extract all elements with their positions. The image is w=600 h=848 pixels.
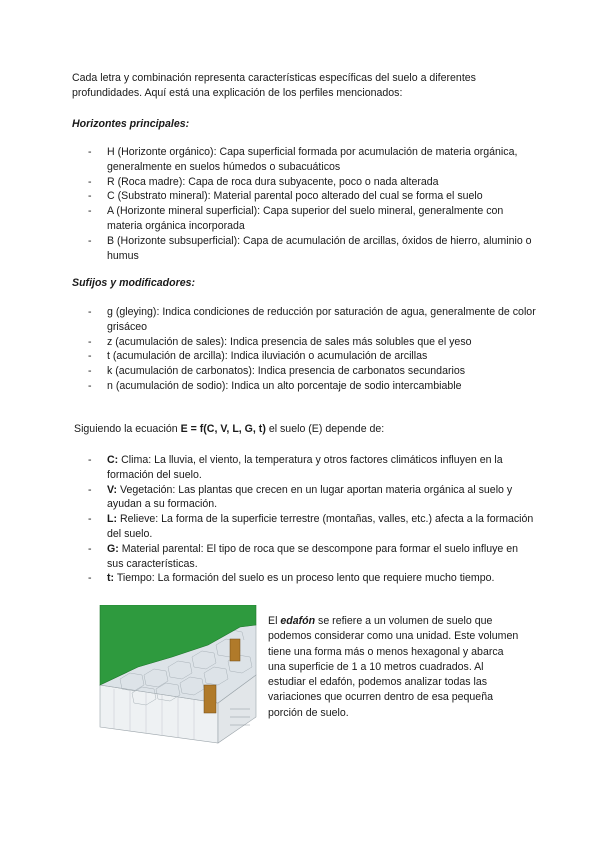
horizons-list (88, 145, 536, 263)
list-item: - G: Material parental: El tipo de roca que se descompone para formar el suelo influye en sus características. (88, 542, 519, 570)
intro-paragraph: Cada letra y combinación representa características específicas del suelo a diferentes profundidades. Aquí está una explicación de los perfiles mencionados: (72, 72, 476, 99)
factors-list (88, 453, 536, 586)
list-item: - g (gleying): Indica condiciones de reducción por saturación de agua, generalmente de color grisáceo (88, 306, 536, 333)
list-item: - B (Horizonte subsuperficial): Capa de acumulación de arcillas, óxidos de hierro, aluminio o humus (88, 234, 532, 262)
pedon-column (230, 639, 240, 661)
list-item: - C: Clima: La lluvia, el viento, la temperatura y otros factores climáticos influyen en la formación del suelo. (88, 454, 503, 481)
edafon-illustration (80, 605, 258, 745)
list-item: - H (Horizonte orgánico): Capa superficial formada por acumulación de materia orgánica, generalmente en suelos húmedos o subacuáticos (88, 146, 518, 173)
list-item: - R (Roca madre): Capa de roca dura subyacente, poco o nada alterada (88, 175, 439, 188)
edafon-paragraph: El edafón se refiere a un volumen de suelo que podemos considerar como una unidad. Este volumen tiene una forma más o menos hexagonal y abarca una superficie de 1 a 10 metros cuadrados. Al estudiar el edafón, podemos analizar todas las variaciones que ocurren dentro de esa pequeña porción de suelo. (268, 615, 519, 719)
list-item: - C (Substrato mineral): Material parental poco alterado del cual se forma el suelo (88, 190, 483, 203)
equation-formula: E = f(C, V, L, G, t) (180, 423, 266, 435)
list-item: - n (acumulación de sodio): Indica un alto porcentaje de sodio intercambiable (88, 379, 462, 392)
list-item: - z (acumulación de sales): Indica presencia de sales más solubles que el yeso (88, 335, 472, 348)
edafon-term: edafón (280, 615, 316, 627)
list-item: - k (acumulación de carbonatos): Indica presencia de carbonatos secundarios (88, 365, 466, 378)
list-item: - A (Horizonte mineral superficial): Capa superior del suelo mineral, generalmente con materia orgánica incorporada (88, 205, 504, 232)
pedon-column (204, 685, 216, 713)
list-item: - t (acumulación de arcilla): Indica iluviación o acumulación de arcillas (88, 350, 428, 363)
suffixes-heading: Sufijos y modificadores: (72, 277, 196, 289)
list-item: - V: Vegetación: Las plantas que crecen en un lugar aportan materia orgánica al suelo y ayudan a su formación. (88, 483, 513, 511)
horizons-heading: Horizontes principales: (72, 118, 190, 130)
equation-line: Siguiendo la ecuación E = f(C, V, L, G, t) el suelo (E) depende de: (74, 423, 385, 435)
list-item: - L: Relieve: La forma de la superficie terrestre (montañas, valles, etc.) afecta a la formación del suelo. (88, 513, 534, 540)
list-item: - t: Tiempo: La formación del suelo es un proceso lento que requiere mucho tiempo. (88, 572, 495, 585)
suffixes-list (88, 305, 536, 394)
